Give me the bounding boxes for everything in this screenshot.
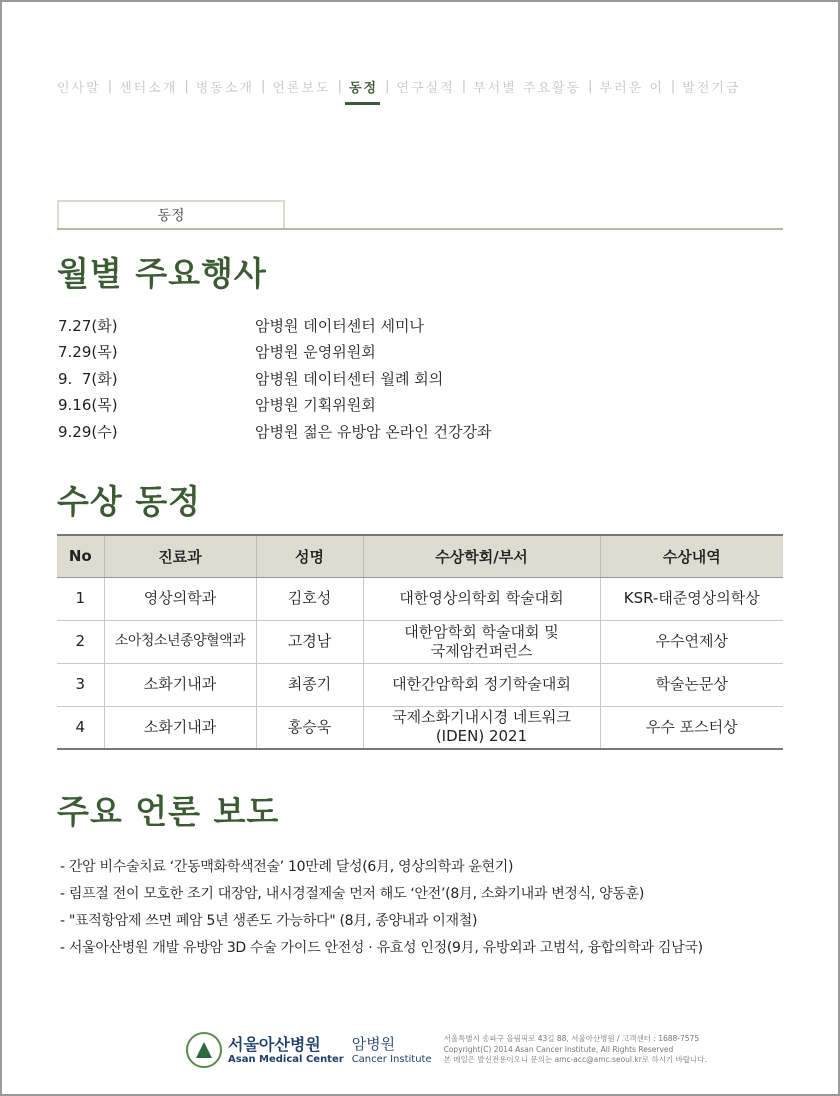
col-header-society: 수상학회/부서 <box>363 535 600 577</box>
nav-item-press[interactable]: 언론보도 <box>272 81 331 96</box>
cell-department: 소화기내과 <box>104 663 256 706</box>
press-item[interactable]: - 간암 비수술치료 ‘간동맥화학색전술’ 10만례 달성(6月, 영상의학과 윤현기) <box>60 858 514 875</box>
press-item[interactable]: - 서울아산병원 개발 유방암 3D 수술 가이드 안전성 · 유효성 인정(9月, 유방외과 고범석, 융합의학과 김남국) <box>60 939 703 956</box>
press-list <box>60 852 800 960</box>
cell-award: 학술논문상 <box>600 663 783 706</box>
top-nav: 인사말 | 센터소개 | 병동소개 | 언론보도 | 동정 | 연구실적 | 부서별 주요활동 | 부러운 이 | 발전기금 <box>57 79 741 96</box>
event-title: 암병원 데이터센터 월례 회의 <box>255 369 444 388</box>
col-header-award: 수상내역 <box>600 535 783 577</box>
cell-award: KSR-태준영상의학상 <box>600 577 783 620</box>
section-tab: 동정 <box>57 200 285 230</box>
cell-award: 우수 포스터상 <box>600 706 783 749</box>
cell-no: 3 <box>57 663 104 706</box>
events-list <box>58 312 758 445</box>
cell-society: 대한암학회 학술대회 및 국제암컨퍼런스 <box>363 620 600 663</box>
press-heading: 주요 언론 보도 <box>57 792 280 831</box>
hospital-emblem-icon <box>186 1032 222 1068</box>
table-row <box>57 620 783 663</box>
institute-logo <box>352 1035 432 1066</box>
event-date: 9.16(목) <box>58 396 118 415</box>
institute-name-kr: 암병원 <box>351 1034 396 1053</box>
cell-name: 고경남 <box>256 620 363 663</box>
nav-item-envied[interactable]: 부러운 이 <box>599 81 664 96</box>
event-date: 9.29(수) <box>58 422 118 441</box>
cell-name: 김호성 <box>256 577 363 620</box>
cell-name: 홍승욱 <box>256 706 363 749</box>
event-title: 암병원 운영위원회 <box>255 343 376 362</box>
event-title: 암병원 기획위원회 <box>255 396 376 415</box>
table-row <box>57 706 783 749</box>
nav-item-ward-intro[interactable]: 병동소개 <box>195 81 254 96</box>
section-divider <box>57 228 783 230</box>
cell-society: 국제소화기내시경 네트워크 (IDEN) 2021 <box>363 706 600 749</box>
brand-name-kr: 서울아산병원 <box>228 1034 321 1054</box>
col-header-no: No <box>57 535 104 577</box>
cell-name: 최종기 <box>256 663 363 706</box>
nav-item-center-intro[interactable]: 센터소개 <box>119 81 178 96</box>
footer <box>186 1030 707 1070</box>
awards-heading: 수상 동정 <box>57 482 202 521</box>
cell-department: 소아청소년종양혈액과 <box>104 620 256 663</box>
cell-department: 소화기내과 <box>104 706 256 749</box>
brand-name-en: Asan Medical Center <box>228 1053 344 1065</box>
list-item <box>58 339 758 366</box>
event-date: 9. 7(화) <box>58 369 118 388</box>
col-header-department: 진료과 <box>104 535 256 577</box>
hospital-logo[interactable] <box>228 1035 344 1066</box>
cell-award: 우수연제상 <box>600 620 783 663</box>
institute-name-en: Cancer Institute <box>351 1053 432 1065</box>
press-item[interactable]: - 림프절 전이 모호한 조기 대장암, 내시경절제술 먼저 해도 ‘안전’(8月, 소화기내과 변정식, 양동훈) <box>60 885 644 902</box>
nav-item-news[interactable]: 동정 <box>349 77 378 96</box>
nav-item-research[interactable]: 연구실적 <box>396 81 455 96</box>
cell-no: 4 <box>57 706 104 749</box>
list-item <box>58 392 758 419</box>
list-item <box>58 418 758 445</box>
table-header-row <box>57 535 783 577</box>
nav-item-fund[interactable]: 발전기금 <box>682 81 741 96</box>
event-date: 7.29(목) <box>58 343 118 362</box>
list-item <box>58 312 758 339</box>
footer-copyright: Copyright(C) 2014 Asan Cancer Institute, All Rights Reserved <box>443 1044 674 1054</box>
nav-item-department-activities[interactable]: 부서별 주요활동 <box>473 81 582 96</box>
footer-address: 서울특별시 송파구 올림픽로 43길 88, 서울아산병원 / 고객센터 : 1688-7575 <box>443 1034 700 1044</box>
cell-no: 2 <box>57 620 104 663</box>
awards-table <box>57 534 783 750</box>
press-item[interactable]: - "표적항암제 쓰면 폐암 5년 생존도 가능하다" (8月, 종양내과 이재철) <box>60 912 478 929</box>
col-header-name: 성명 <box>256 535 363 577</box>
footer-notice: 본 메일은 발신전용이오니 문의는 amc-acc@amc.seoul.kr로 하시기 바랍니다. <box>443 1055 707 1065</box>
cell-society: 대한영상의학회 학술대회 <box>363 577 600 620</box>
list-item <box>58 365 758 392</box>
table-row <box>57 663 783 706</box>
event-date: 7.27(화) <box>58 316 118 335</box>
events-heading: 월별 주요행사 <box>57 254 267 293</box>
table-row <box>57 577 783 620</box>
nav-item-greeting[interactable]: 인사말 <box>57 81 101 96</box>
footer-info <box>444 1034 707 1066</box>
event-title: 암병원 젊은 유방암 온라인 건강강좌 <box>255 422 492 441</box>
cell-no: 1 <box>57 577 104 620</box>
event-title: 암병원 데이터센터 세미나 <box>255 316 424 335</box>
cell-department: 영상의학과 <box>104 577 256 620</box>
cell-society: 대한간암학회 정기학술대회 <box>363 663 600 706</box>
